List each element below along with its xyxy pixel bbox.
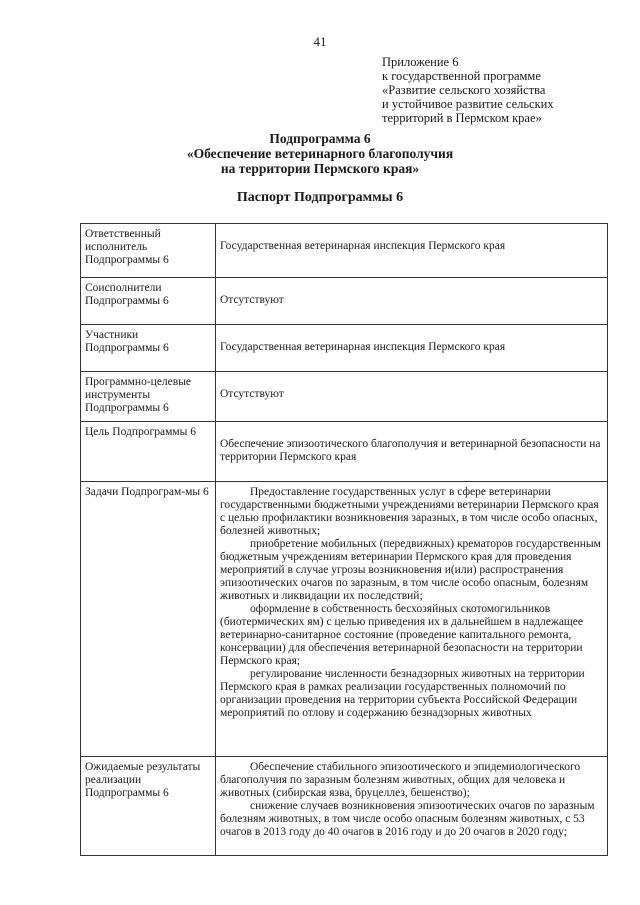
table-row [81, 482, 608, 757]
appendix-line: Приложение 6 [382, 55, 459, 69]
subprogram-title-line: на территории Пермского края» [220, 161, 420, 176]
row-label-goal: Цель Подпрограммы 6 [81, 422, 216, 482]
row-label-co-executors: Соисполнители Подпрограммы 6 [81, 278, 216, 325]
page-number: 41 [313, 34, 327, 49]
passport-table [80, 223, 608, 856]
row-value-co-executors [216, 278, 608, 325]
row-value-paragraph: приобретение мобильных (передвижных) крематоров государственным бюджетным учреждениям ветеринарии Пермского края для проведения мероприятий в случае угрозы возникновения и(или) распространения эпизоотических очагов по заразным, в том числе особо опасным, болезням животных и ликвидации их последствий; [220, 538, 601, 602]
row-value-expected-results [216, 757, 608, 856]
passport-title: Паспорт Подпрограммы 6 [236, 190, 404, 205]
row-value-paragraph: оформление в собственность бесхозяйных скотомогильников (биотермических ям) с целью приведения их в дальнейшем в надлежащее ветеринарно-санитарное состояние (проведение капитального ремонта, консервации) для обеспечения ветеринарной безопасности на территории Пермского края; [220, 603, 583, 667]
row-label-tasks: Задачи Подпрограм-мы 6 [81, 482, 216, 757]
row-value-instruments [216, 372, 608, 422]
table-row [81, 224, 608, 278]
row-label-expected-results: Ожидаемые результаты реализации Подпрограммы 6 [81, 757, 216, 856]
row-label-instruments: Программно-целевые инструменты Подпрограммы 6 [81, 372, 216, 422]
table-row [81, 278, 608, 325]
row-value-paragraph: снижение случаев возникновения эпизоотических очагов по заразным болезням животных, в том числе особо опасным болезням животных, с 53 очагов в 2013 году до 40 очагов в 2016 году и до 20 очагов в 2020 году; [220, 800, 595, 838]
table-row [81, 325, 608, 372]
row-value-paragraph: Государственная ветеринарная инспекция Пермского края [220, 340, 506, 353]
row-value-paragraph: Государственная ветеринарная инспекция Пермского края [220, 239, 506, 252]
table-row [81, 372, 608, 422]
row-label-responsible: Ответственный исполнитель Подпрограммы 6 [81, 224, 216, 278]
row-value-responsible [216, 224, 608, 278]
appendix-line: к государственной программе [382, 69, 541, 83]
row-value-goal [216, 422, 608, 482]
appendix-line: территорий в Пермском крае» [382, 111, 542, 125]
row-value-paragraph: Отсутствуют [220, 387, 284, 400]
subprogram-title [0, 131, 640, 176]
row-value-paragraph: Предоставление государственных услуг в сфере ветеринарии государственными бюджетными учреждениями ветеринарии Пермского края с целью профилактики возникновения заразных, в том числе особо опасных, болезней животных; [220, 486, 599, 537]
subprogram-title-line: Подпрограмма 6 [269, 131, 371, 146]
row-value-paragraph: регулирование численности безнадзорных животных на территории Пермского края в рамках реализации государственных полномочий по организации проведения на территории субъекта Российской Федерации мероприятий по отлову и содержанию безнадзорных животных [220, 668, 585, 719]
subprogram-title-line: «Обеспечение ветеринарного благополучия [186, 146, 454, 161]
row-value-participants [216, 325, 608, 372]
row-value-tasks [216, 482, 608, 757]
row-label-participants: Участники Подпрограммы 6 [81, 325, 216, 372]
table-row [81, 422, 608, 482]
row-value-paragraph: Обеспечение эпизоотического благополучия и ветеринарной безопасности на территории Пермского края [220, 437, 601, 463]
row-value-paragraph: Обеспечение стабильного эпизоотического и эпидемиологического благополучия по заразным болезням животных, общих для человека и животных (сибирская язва, бруцеллез, бешенство); [220, 761, 581, 799]
appendix-line: «Развитие сельского хозяйства [382, 83, 546, 97]
row-value-paragraph: Отсутствуют [220, 293, 284, 306]
table-row [81, 757, 608, 856]
appendix-line: и устойчивое развитие сельских [382, 97, 554, 111]
appendix-header [382, 55, 622, 125]
